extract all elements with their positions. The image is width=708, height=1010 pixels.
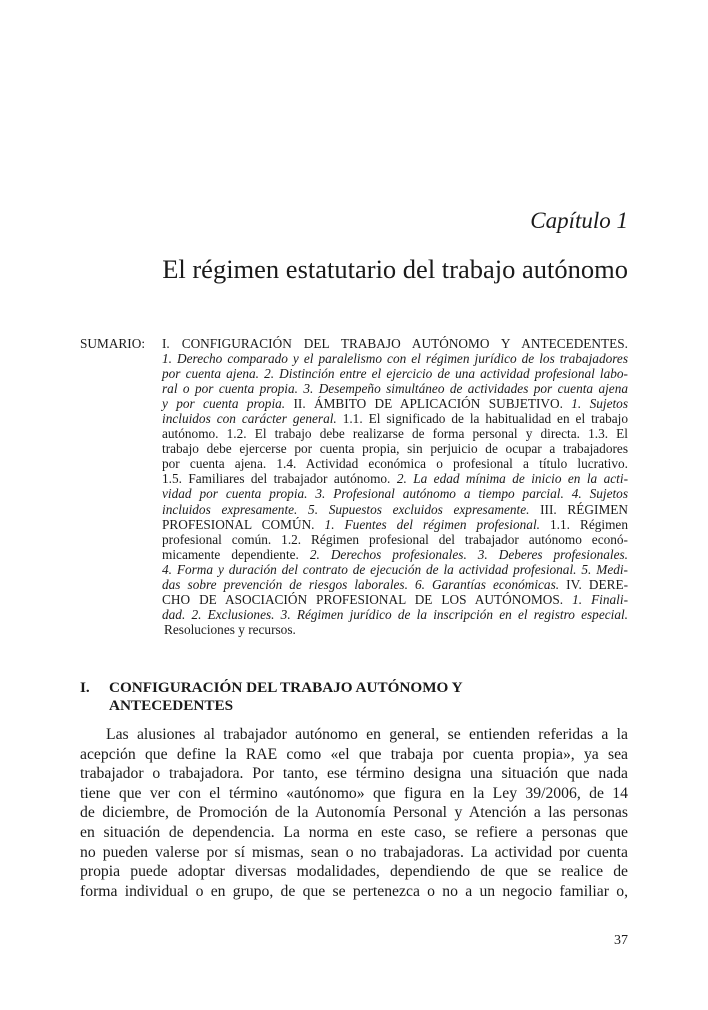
paragraph-line: forma individual o en grupo, de que se pertenezca o no a un negocio familiar o, — [80, 882, 628, 900]
summary-line — [162, 532, 628, 547]
summary-block — [80, 336, 628, 637]
paragraph-line: no pueden valerse por sí mismas, sean o no trabajadoras. La actividad por cuenta — [80, 843, 628, 861]
summary-run: por cuenta ajena. 1.4. Actividad económica o profesional a título lucrativo. — [162, 456, 628, 472]
summary-italic-run: y por cuenta propia. — [162, 396, 286, 412]
paragraph-line: en situación de dependencia. La norma en este caso, se refiere a personas que — [80, 823, 628, 841]
summary-run: profesional común. 1.2. Régimen profesional del trabajador autónomo econó- — [162, 531, 628, 547]
summary-line — [162, 381, 628, 396]
summary-italic-run: dad. 2. Exclusiones. 3. Régimen jurídico de la inscripción en el registro especial. — [162, 606, 628, 622]
summary-run: micamente dependiente. — [162, 546, 310, 562]
summary-run: Resoluciones y recursos. — [164, 621, 296, 637]
paragraph-line: tiene que ver con el término «autónomo» que figura en la Ley 39/2006, de 14 — [80, 784, 628, 802]
summary-run: 1.1. Régimen — [539, 516, 628, 532]
section-title — [109, 679, 628, 715]
section-title-line: CONFIGURACIÓN DEL TRABAJO AUTÓNOMO Y — [109, 679, 463, 696]
summary-italic-run: 1. Fuentes del régimen profesional. — [324, 516, 540, 532]
summary-run: trabajo debe ejercerse por cuenta propia, sin perjuicio de ocupar a trabajadores — [162, 441, 628, 457]
summary-italic-run: 2. Derechos profesionales. 3. Deberes profesionales. — [309, 546, 628, 562]
summary-run: I. CONFIGURACIÓN DEL TRABAJO AUTÓNOMO Y ANTECEDENTES. — [162, 336, 628, 351]
summary-run: 1.5. Familiares del trabajador autónomo. — [162, 471, 397, 487]
summary-line — [162, 592, 628, 607]
chapter-label: Capítulo 1 — [530, 208, 628, 233]
summary-run: III. RÉGIMEN — [529, 501, 628, 517]
summary-line — [162, 577, 628, 592]
summary-italic-run: vidad por cuenta propia. 3. Profesional autónomo a tiempo parcial. 4. Sujetos — [162, 486, 628, 502]
summary-line — [162, 517, 628, 532]
summary-italic-run: 1. Sujetos — [571, 396, 628, 412]
chapter-title: El régimen estatutario del trabajo autónomo — [162, 254, 628, 284]
summary-line — [162, 426, 628, 441]
summary-text — [162, 336, 628, 637]
summary-run: CHO DE ASOCIACIÓN PROFESIONAL DE LOS AUTÓNOMOS. — [162, 591, 573, 607]
summary-line — [162, 351, 628, 366]
body-paragraph — [80, 725, 628, 901]
summary-italic-run: ral o por cuenta propia. 3. Desempeño simultáneo de actividades por cuenta ajena — [162, 381, 628, 397]
summary-italic-run: das sobre prevención de riesgos laborales. 6. Garantías económicas. — [162, 576, 560, 592]
summary-line — [162, 607, 628, 622]
summary-line — [162, 471, 628, 486]
section-title-line: ANTECEDENTES — [109, 697, 234, 714]
summary-line — [162, 547, 628, 562]
summary-line — [162, 486, 628, 501]
summary-line — [162, 336, 628, 351]
section-heading — [80, 679, 628, 715]
summary-italic-run: 2. La edad mínima de inicio en la acti- — [396, 471, 628, 487]
summary-line — [162, 502, 628, 517]
summary-run: PROFESIONAL COMÚN. — [162, 516, 325, 532]
paragraph-line: Las alusiones al trabajador autónomo en general, se entienden referidas a la — [106, 726, 628, 743]
summary-italic-run: incluidos expresamente. 5. Supuestos excluidos expresamente. — [162, 501, 530, 517]
paragraph-line: acepción que define la RAE como «el que trabaja por cuenta propia», ya sea — [80, 745, 628, 763]
summary-label: SUMARIO: — [80, 336, 146, 351]
summary-run: autónomo. 1.2. El trabajo debe realizarse de forma personal y directa. 1.3. El — [162, 426, 628, 442]
summary-run: II. ÁMBITO DE APLICACIÓN SUBJETIVO. — [285, 396, 572, 412]
summary-run: 1.1. El significado de la habitualidad en el trabajo — [336, 411, 628, 427]
summary-line — [162, 622, 628, 637]
summary-line — [162, 396, 628, 411]
summary-italic-run: 4. Forma y duración del contrato de ejecución de la actividad profesional. 5. Medi- — [162, 561, 628, 577]
summary-italic-run: 1. Finali- — [572, 591, 628, 607]
summary-line — [162, 441, 628, 456]
summary-italic-run: incluidos con carácter general. — [162, 411, 337, 427]
page-number: 37 — [614, 933, 628, 948]
summary-line — [162, 456, 628, 471]
summary-italic-run: por cuenta ajena. 2. Distinción entre el ejercicio de una actividad profesional labo- — [162, 366, 628, 382]
summary-line — [162, 411, 628, 426]
section-number: I. — [80, 679, 90, 696]
summary-line — [162, 562, 628, 577]
summary-line — [162, 366, 628, 381]
paragraph-line: de diciembre, de Promoción de la Autonomía Personal y Atención a las personas — [80, 804, 628, 822]
summary-run: IV. DERE- — [559, 576, 628, 592]
paragraph-line: propia puede adoptar diversas modalidades, dependiendo de que se realice de — [80, 863, 628, 881]
summary-italic-run: 1. Derecho comparado y el paralelismo con el régimen jurídico de los trabajadores — [162, 351, 628, 367]
paragraph-line: trabajador o trabajadora. Por tanto, ese término designa una situación que nada — [80, 765, 628, 783]
